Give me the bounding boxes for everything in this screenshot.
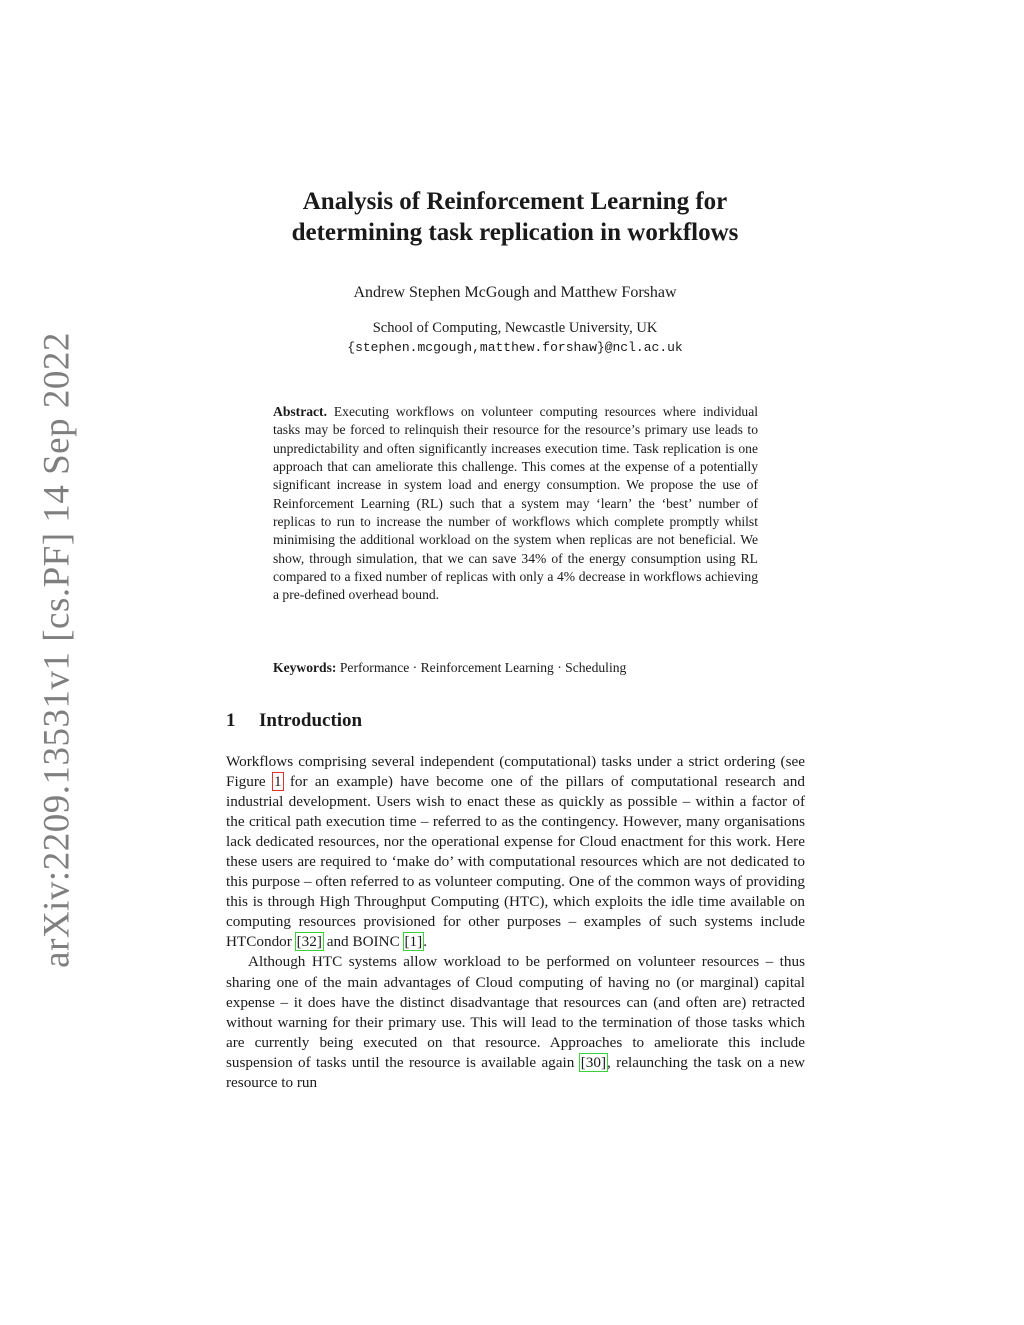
citation-link[interactable]: [30] [580,1053,607,1071]
affiliation-block [200,318,830,358]
title-line-2: determining task replication in workflows [291,219,739,246]
authors: Andrew Stephen McGough and Matthew Forshaw [353,284,677,301]
paragraph-text: . [423,933,428,951]
keywords-label: Keywords: [273,660,337,675]
email-address[interactable]: {stephen.mcgough,matthew.forshaw}@ncl.ac.uk [347,340,683,355]
paragraph-2 [226,952,805,1092]
affiliation: School of Computing, Newcastle University, UK [372,320,658,336]
paper-title [200,186,830,248]
paragraph-1 [226,752,805,952]
figure-ref-link[interactable]: 1 [273,773,282,791]
citation-link[interactable]: [32] [296,933,322,951]
paragraph-text: , relaunching the task on a new resource to run [226,1053,805,1091]
citation-link[interactable]: [1] [404,933,423,951]
section-number: 1 [226,710,236,731]
title-line-1: Analysis of Reinforcement Learning for [302,188,728,215]
abstract-label: Abstract. [273,404,327,419]
section-title: Introduction [259,710,363,731]
keywords [273,660,758,676]
abstract [273,403,758,605]
section-heading-introduction [226,710,362,732]
paragraph-text: for an example) have become one of the pillars of computational research and industrial development. Users wish to enact these as quickly as possible – within a factor of the critical path execution time – referred to as the contingency. However, many organisations lack dedicated resources, nor the operational expense for Cloud enactment for this work. Here these users are required to ‘make do’ with computational resources which are not dedicated to this purpose – often referred to as volunteer computing. One of the common ways of providing this is through High Throughput Computing (HTC), which exploits the idle time available on computing resources provisioned for other purposes – examples of such systems include HTCondor [226,773,805,951]
paragraph-text: Although HTC systems allow workload to be performed on volunteer resources – thus sharing one of the main advantages of Cloud computing of having no (or marginal) capital expense – it does have the distinct disadvantage that resources can (and often are) retracted without warning for their primary use. This will lead to the termination of those tasks which are currently being executed on that resource. Approaches to ameliorate this include suspension of tasks until the resource is available again [226,953,805,1071]
arxiv-identifier[interactable]: arXiv:2209.13531v1 [cs.PF] 14 Sep 2022 [36,332,78,968]
abstract-text: Executing workflows on volunteer computing resources where individual tasks may be forced to relinquish their resource for the resource’s primary use leads to unpredictability and often significantly increases execution time. Task replication is one approach that can ameliorate this challenge. This comes at the expense of a potentially significant increase in system load and energy consumption. We propose the use of Reinforcement Learning (RL) such that a system may ‘learn’ the ‘best’ number of replicas to run to increase the number of workflows which complete promptly whilst minimising the additional workload on the system when replicas are not beneficial. We show, through simulation, that we can save 34% of the energy consumption using RL compared to a fixed number of replicas with only a 4% decrease in workflows achieving a pre-defined overhead bound. [273,404,759,603]
paragraph-text: and BOINC [322,933,404,951]
paragraph-text: Workflows comprising several independent (computational) tasks under a strict ordering (see Figure [226,753,805,791]
introduction-body [226,752,805,1093]
keywords-text: Performance · Reinforcement Learning · Scheduling [339,660,627,675]
